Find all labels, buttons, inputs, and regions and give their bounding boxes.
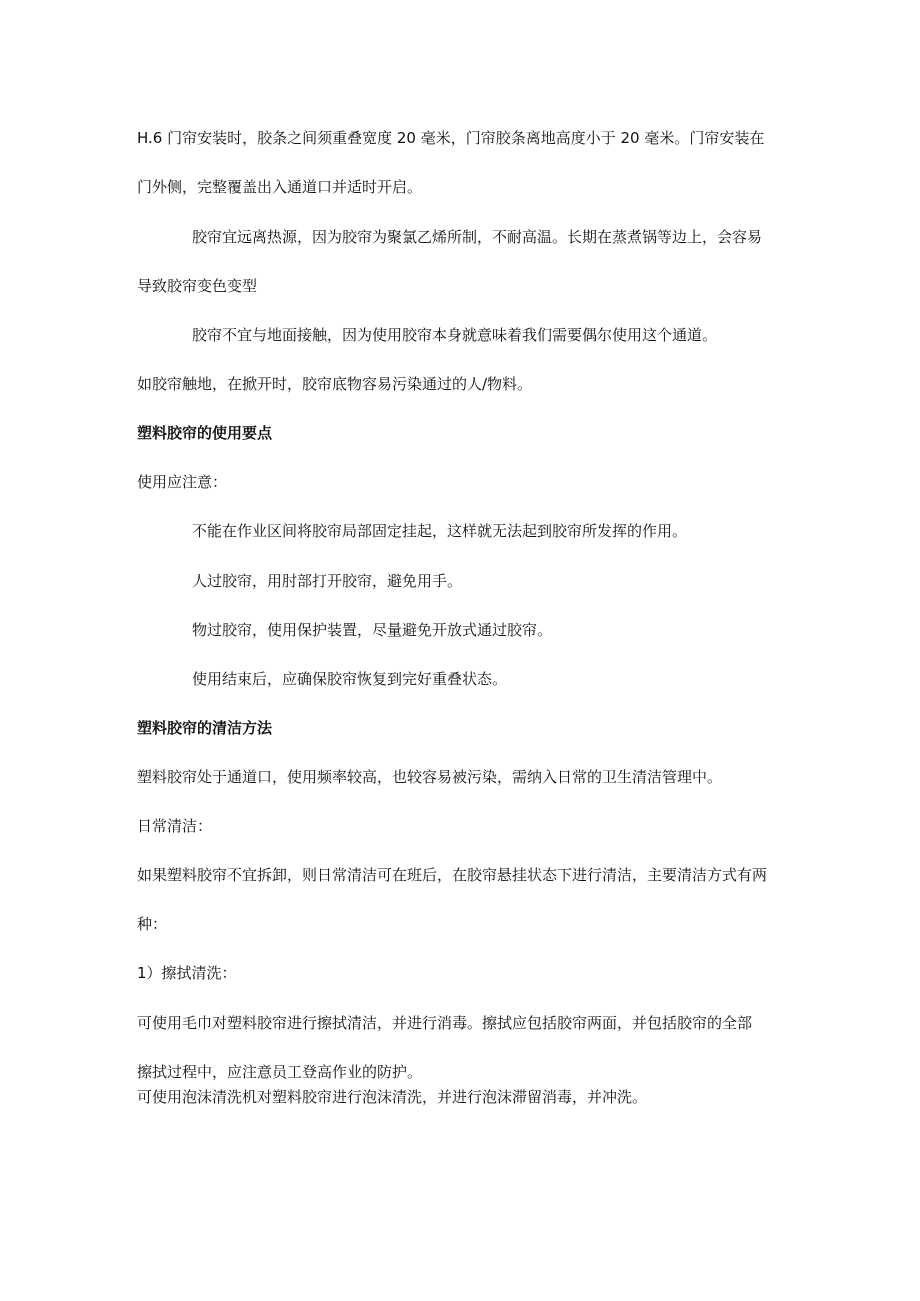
- paragraph-foam-cleaning: 可使用泡沫清洗机对塑料胶帘进行泡沫清洗，并进行泡沫滞留消毒，并冲洗。: [137, 1088, 648, 1106]
- section-heading-cleaning: 塑料胶帘的清洁方法: [137, 719, 273, 737]
- paragraph-cleaning-methods: 如果塑料胶帘不宜拆卸，则日常清洁可在班后，在胶帘悬挂状态下进行清洁，主要清洁方式有两: [137, 866, 768, 884]
- paragraph-door-installation: H.6 门帘安装时，胶条之间须重叠宽度 20 毫米，门帘胶条离地高度小于 20 毫米。门帘安装在: [137, 129, 765, 147]
- paragraph-door-installation-cont: 门外侧，完整覆盖出入通道口并适时开启。: [137, 178, 423, 196]
- usage-item-3: 物过胶帘，使用保护装置，尽量避免开放式通过胶帘。: [192, 621, 553, 639]
- paragraph-wipe-title: 1）擦拭清洗：: [137, 964, 237, 982]
- paragraph-usage-intro: 使用应注意：: [137, 473, 228, 491]
- paragraph-heat-source: 胶帘宜远离热源，因为胶帘为聚氯乙烯所制，不耐高温。长期在蒸煮锅等边上，会容易: [192, 228, 763, 246]
- usage-item-1: 不能在作业区间将胶帘局部固定挂起，这样就无法起到胶帘所发挥的作用。: [192, 522, 688, 540]
- paragraph-wipe-safety: 擦拭过程中，应注意员工登高作业的防护。: [137, 1063, 423, 1081]
- paragraph-ground-contact-cont: 如胶帘触地，在掀开时，胶帘底物容易污染通过的人/物料。: [137, 375, 533, 393]
- usage-item-4: 使用结束后，应确保胶帘恢复到完好重叠状态。: [192, 670, 508, 688]
- usage-item-2: 人过胶帘，用肘部打开胶帘，避免用手。: [192, 572, 463, 590]
- paragraph-wipe-desc: 可使用毛巾对塑料胶帘进行擦拭清洁，并进行消毒。擦拭应包括胶帘两面，并包括胶帘的全部: [137, 1014, 753, 1032]
- paragraph-cleaning-methods-cont: 种：: [137, 915, 168, 933]
- paragraph-heat-source-cont: 导致胶帘变色变型: [137, 277, 258, 295]
- section-heading-usage: 塑料胶帘的使用要点: [137, 424, 273, 442]
- paragraph-ground-contact: 胶帘不宜与地面接触，因为使用胶帘本身就意味着我们需要偶尔使用这个通道。: [192, 326, 718, 344]
- paragraph-daily-cleaning: 日常清洁：: [137, 817, 213, 835]
- paragraph-cleaning-intro: 塑料胶帘处于通道口，使用频率较高，也较容易被污染，需纳入日常的卫生清洁管理中。: [137, 768, 723, 786]
